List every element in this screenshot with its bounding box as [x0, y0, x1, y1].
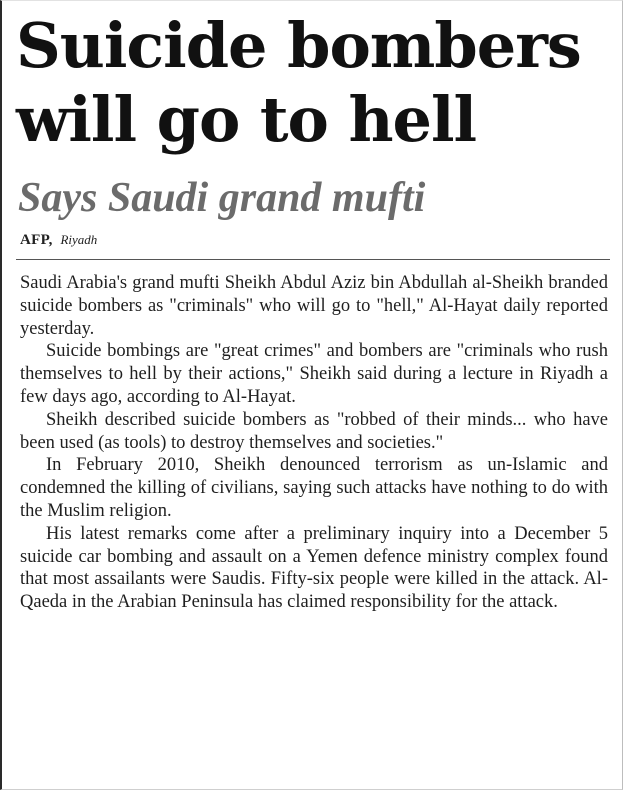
article-body [20, 272, 608, 614]
article-paragraph-4: In February 2010, Sheikh denounced terrorism as un-Islamic and condemned the killing of civilians, saying such attacks have nothing to do with the Muslim religion. [20, 455, 608, 521]
news-agency: AFP, [20, 232, 53, 248]
dateline [20, 231, 97, 249]
headline [16, 9, 616, 157]
article-paragraph-3: Sheikh described suicide bombers as "robbed of their minds... who have been used (as tools) to destroy themselves and societies." [20, 409, 608, 453]
article-paragraph-5: His latest remarks come after a preliminary inquiry into a December 5 suicide car bombing and assault on a Yemen defence ministry complex found that most assailants were Saudis. Fifty-six people were killed in the attack. Al-Qaeda in the Arabian Peninsula has claimed responsibility for the attack. [20, 523, 608, 613]
article-paragraph-1: Saudi Arabia's grand mufti Sheikh Abdul Aziz bin Abdullah al-Sheikh branded suicide bombers as "criminals" who will go to "hell," Al-Hayat daily reported yesterday. [20, 273, 608, 339]
dateline-location: Riyadh [60, 232, 98, 247]
article-paragraph-2: Suicide bombings are "great crimes" and bombers are "criminals who rush themselves to hell by their actions," Sheikh said during a lecture in Riyadh a few days ago, according to Al-Hayat. [20, 341, 608, 407]
headline-line-1: Suicide bombers [16, 9, 581, 82]
subheadline: Says Saudi grand mufti [18, 175, 426, 221]
dateline-divider [16, 259, 610, 260]
headline-line-2: will go to hell [16, 83, 477, 156]
